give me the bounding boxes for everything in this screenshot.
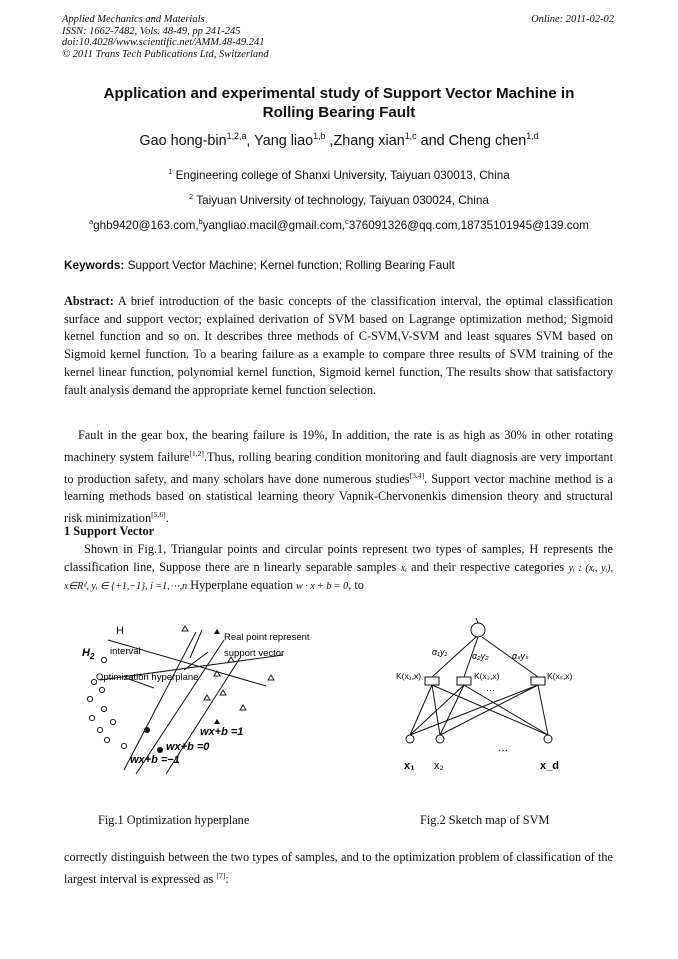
- fig2-alphas: αₛyₛ: [512, 651, 529, 661]
- fig1-circle-point: [101, 657, 106, 662]
- abstract: [64, 293, 613, 399]
- email-sup: b: [198, 217, 203, 226]
- closing-paragraph: [64, 849, 613, 889]
- author-sup: 1,b: [313, 131, 326, 141]
- author-name: ,Zhang xian: [325, 132, 405, 149]
- online-date: Online: 2011-02-02: [531, 14, 614, 25]
- author-sup: 1,c: [404, 131, 417, 141]
- fig2-alpha2: α₂y₂: [472, 651, 489, 661]
- fig1-support-vector-triangle: [214, 719, 220, 724]
- title-line-2: Rolling Bearing Fault: [262, 104, 416, 121]
- fig1-optimization-hyperplane: [78, 618, 310, 778]
- fig2-line: [464, 685, 548, 735]
- fig2-line: [538, 685, 548, 735]
- email-link[interactable]: yangliao.macil@gmail.com,: [202, 218, 346, 232]
- author-name: , Yang liao: [246, 132, 314, 149]
- section-heading: 1 Support Vector: [64, 524, 155, 538]
- math-categories: yᵢ : (xᵢ, yᵢ), x∈Rᵈ, yᵢ ∈ {+1,−1}, i =1,⋯,n: [64, 562, 614, 593]
- fig2-line: [432, 637, 476, 677]
- fig2-dots-bottom: ···: [498, 745, 508, 756]
- intro-text: .Thus, rolling bearing condition monitoring and fault diagnosis are very important to production safety, and many scholars have done numerous studies: [64, 449, 613, 486]
- fig1-circle-point: [104, 737, 109, 742]
- journal-name: Applied Mechanics and Materials: [62, 14, 205, 25]
- fig1-triangle-point: [220, 690, 226, 695]
- doi: doi:10.4028/www.scientific.net/AMM.48-49.241: [62, 37, 265, 48]
- fig2-kernel-box: [457, 677, 471, 685]
- fig2-x1: x₁: [404, 760, 415, 772]
- fig1-arrow: [190, 630, 202, 658]
- copyright: © 2011 Trans Tech Publications Ltd, Switzerland: [62, 48, 269, 60]
- keywords: [64, 258, 455, 272]
- fig2-svm-sketch: [392, 613, 582, 775]
- author-sup: 1,d: [526, 131, 539, 141]
- fig2-line: [440, 685, 464, 735]
- email-link[interactable]: 376091326@qq.com,18735101945@139.com: [348, 218, 589, 232]
- citation[interactable]: [5,6]: [151, 510, 166, 519]
- fig2-ks: K(xₛ,x): [547, 671, 573, 681]
- fig2-k1: K(x₁,x): [396, 671, 422, 681]
- fig1-triangle-point: [214, 671, 220, 676]
- closing-end: :: [225, 871, 229, 886]
- fig2-dots-top: ···: [486, 685, 495, 695]
- fig2-caption: Fig.2 Sketch map of SVM: [420, 813, 550, 827]
- fig1-triangle-point: [182, 626, 188, 631]
- fig2-line: [410, 685, 464, 735]
- affiliation-text: Taiyuan University of technology, Taiyuan 030024, China: [196, 193, 489, 207]
- affiliation-2: [0, 192, 678, 207]
- fig2-input-node: [436, 735, 444, 743]
- intro-paragraph: [64, 427, 613, 528]
- affiliation-1: [0, 167, 678, 182]
- abstract-label: Abstract:: [64, 294, 114, 308]
- fig2-kernel-box: [425, 677, 439, 685]
- fig1-label-H: H: [116, 625, 124, 637]
- fig1-eq-minus1: wx+b =−1: [130, 754, 180, 766]
- closing-text: correctly distinguish between the two types of samples, and to the optimization problem of classification of the largest interval is expressed as: [64, 850, 613, 886]
- fig1-circle-point: [87, 696, 92, 701]
- email-link[interactable]: ghb9420@163.com,: [93, 218, 199, 232]
- affiliation-text: Engineering college of Shanxi University, Taiyuan 030013, China: [175, 168, 510, 182]
- fig2-input-node: [544, 735, 552, 743]
- citation[interactable]: [7]: [216, 870, 226, 880]
- fig2-line: [476, 618, 478, 623]
- fig2-alpha1: α₁y₁: [432, 647, 448, 657]
- fig1-eq-zero: wx+b =0: [166, 741, 210, 753]
- intro-text: .: [165, 511, 169, 526]
- citation[interactable]: [3,4]: [409, 470, 425, 480]
- affiliation-sup: 2: [189, 192, 194, 201]
- fig1-label-H2: $H_2$: [82, 647, 95, 661]
- fig1-triangle-point: [204, 695, 210, 700]
- fig1-support-vector: [144, 727, 150, 733]
- fig1-circle-point: [121, 743, 126, 748]
- fig1-label-support-vector: support vector: [224, 648, 285, 659]
- fig1-circle-point: [99, 687, 104, 692]
- fig1-label-real-point: Real point represent: [224, 632, 310, 643]
- fig1-triangle-point: [268, 675, 274, 680]
- issn: ISSN: 1662-7482, Vols. 48-49, pp 241-245: [62, 25, 241, 37]
- fig2-k2: K(x₂,x): [474, 671, 500, 681]
- fig2-kernel-box: [531, 677, 545, 685]
- fig2-input-node: [406, 735, 414, 743]
- keywords-text: Support Vector Machine; Kernel function; Rolling Bearing Fault: [124, 258, 455, 272]
- fig1-triangle-point: [240, 705, 246, 710]
- email-sup: a: [89, 217, 94, 226]
- email-line: [0, 217, 678, 232]
- paper-title: [0, 84, 678, 122]
- fig1-circle-point: [97, 727, 102, 732]
- section-text: and their respective categories: [411, 559, 565, 574]
- fig1-label-interval: interval: [110, 646, 141, 657]
- section-text: Shown in Fig.1, Triangular points and circular points represent two types of samples, H represents the classification line, Suppose there are n linearly separable samples: [64, 542, 613, 574]
- math-xi: xᵢ: [400, 562, 407, 574]
- author-name: and Cheng chen: [416, 132, 527, 149]
- math-hyperplane: w · x + b = 0: [296, 581, 349, 593]
- affiliation-sup: 1: [168, 167, 173, 176]
- citation[interactable]: [1,2]: [189, 448, 204, 458]
- author-name: Gao hong-bin: [139, 132, 227, 149]
- abstract-text: A brief introduction of the basic concepts of the classification interval, the optimal classification surface and support vector; explained derivation of SVM based on Lagrange optimization method; Sigmoid kernel function and so on. It describes three methods of C-SVM,V-SVM and least squares SVM based on Sigmoid kernel function. To a bearing failure as a example to compare three results of SVM training of the kernel linear function, polynomial kernel function, Sigmoid kernel function, The results show that satisfactory fault analysis demand the appropriate kernel function selection.: [64, 294, 613, 397]
- fig1-circle-point: [110, 719, 115, 724]
- keywords-label: Keywords:: [64, 258, 125, 272]
- section-text: Hyperplane equation: [190, 578, 293, 593]
- author-list: [0, 131, 678, 149]
- fig2-xd: x_d: [540, 760, 559, 772]
- fig1-eq-plus1: wx+b =1: [200, 726, 244, 738]
- section-paragraph: [64, 541, 613, 596]
- fig2-line: [432, 685, 440, 735]
- fig1-circle-point: [101, 706, 106, 711]
- intro-text: . Support vector machine method is a learning methods based on statistical learning theory Vapnik-Chervonenkis dimension theory and structural risk minimization: [64, 471, 613, 526]
- author-sup: 1,2,a: [226, 131, 247, 141]
- fig1-label-opt-hyperplane: Optimization hyperplane: [96, 672, 199, 683]
- fig1-support-vector: [157, 747, 163, 753]
- email-sup: c: [345, 217, 349, 226]
- journal-header: [62, 14, 269, 60]
- fig2-x2: x₂: [434, 760, 444, 772]
- section-text: , to: [348, 578, 364, 593]
- fig2-output-node: [471, 623, 485, 637]
- intro-text: Fault in the gear box, the bearing failure is 19%, In addition, the rate is as high as 30% in other rotating machinery system failure: [64, 428, 613, 464]
- fig1-caption: Fig.1 Optimization hyperplane: [98, 813, 250, 827]
- fig1-circle-point: [89, 715, 94, 720]
- title-line-1: Application and experimental study of Support Vector Machine in: [103, 85, 575, 102]
- fig1-support-vector-triangle: [214, 629, 220, 634]
